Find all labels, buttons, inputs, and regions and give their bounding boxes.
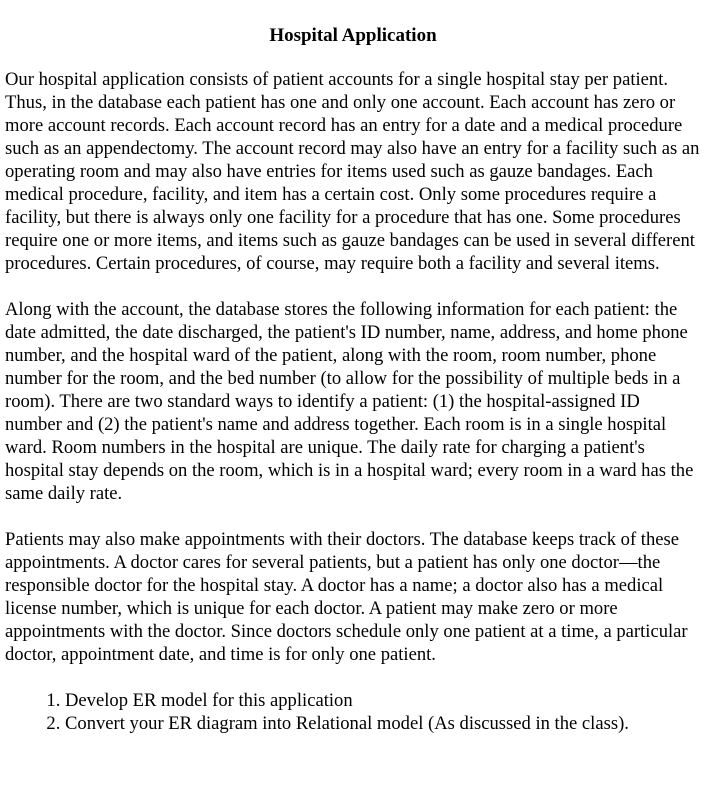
paragraph-patient-accounts: Our hospital application consists of patient accounts for a single hospital stay per patient. Thus, in the database each patient has one and only one account. Each account has zero or more account records. Each account record has an entry for a date and a medical procedure such as an appendectomy. The account record may also have an entry for a facility such as an operating room and may also have entries for items used such as gauze bandages. Each medical procedure, facility, and item has a certain cost. Only some procedures require a facility, but there is always only one facility for a procedure that has one. Some procedures require one or more items, and items such as gauze bandages can be used in several different procedures. Certain procedures, of course, may require both a facility and several items.: [5, 69, 700, 274]
paragraph-appointments: Patients may also make appointments with their doctors. The database keeps track of these appointments. A doctor cares for several patients, but a patient has only one doctor—the responsible doctor for the hospital stay. A doctor has a name; a doctor also has a medical license number, which is unique for each doctor. A patient may make zero or more appointments with the doctor. Since doctors schedule only one patient at a time, a particular doctor, appointment date, and time is for only one patient.: [5, 529, 688, 665]
paragraph-patient-information: Along with the account, the database stores the following information for each patient: the date admitted, the date discharged, the patient's ID number, name, address, and home phone number, and the hospital ward of the patient, along with the room, room number, phone number for the room, and the bed number (to allow for the possibility of multiple beds in a room). There are two standard ways to identify a patient: (1) the hospital-assigned ID number and (2) the patient's name and address together. Each room is in a single hospital ward. Room numbers in the hospital are unique. The daily rate for charging a patient's hospital stay depends on the room, which is in a hospital ward; every room in a ward has the same daily rate.: [5, 299, 694, 504]
document-title: Hospital Application: [269, 25, 437, 46]
task-list: [5, 689, 701, 735]
task-item-relational-model: 2. Convert your ER diagram into Relational model (As discussed in the class).: [65, 712, 701, 735]
document-page: [5, 22, 701, 735]
task-item-er-model: 1. Develop ER model for this application: [65, 689, 701, 712]
